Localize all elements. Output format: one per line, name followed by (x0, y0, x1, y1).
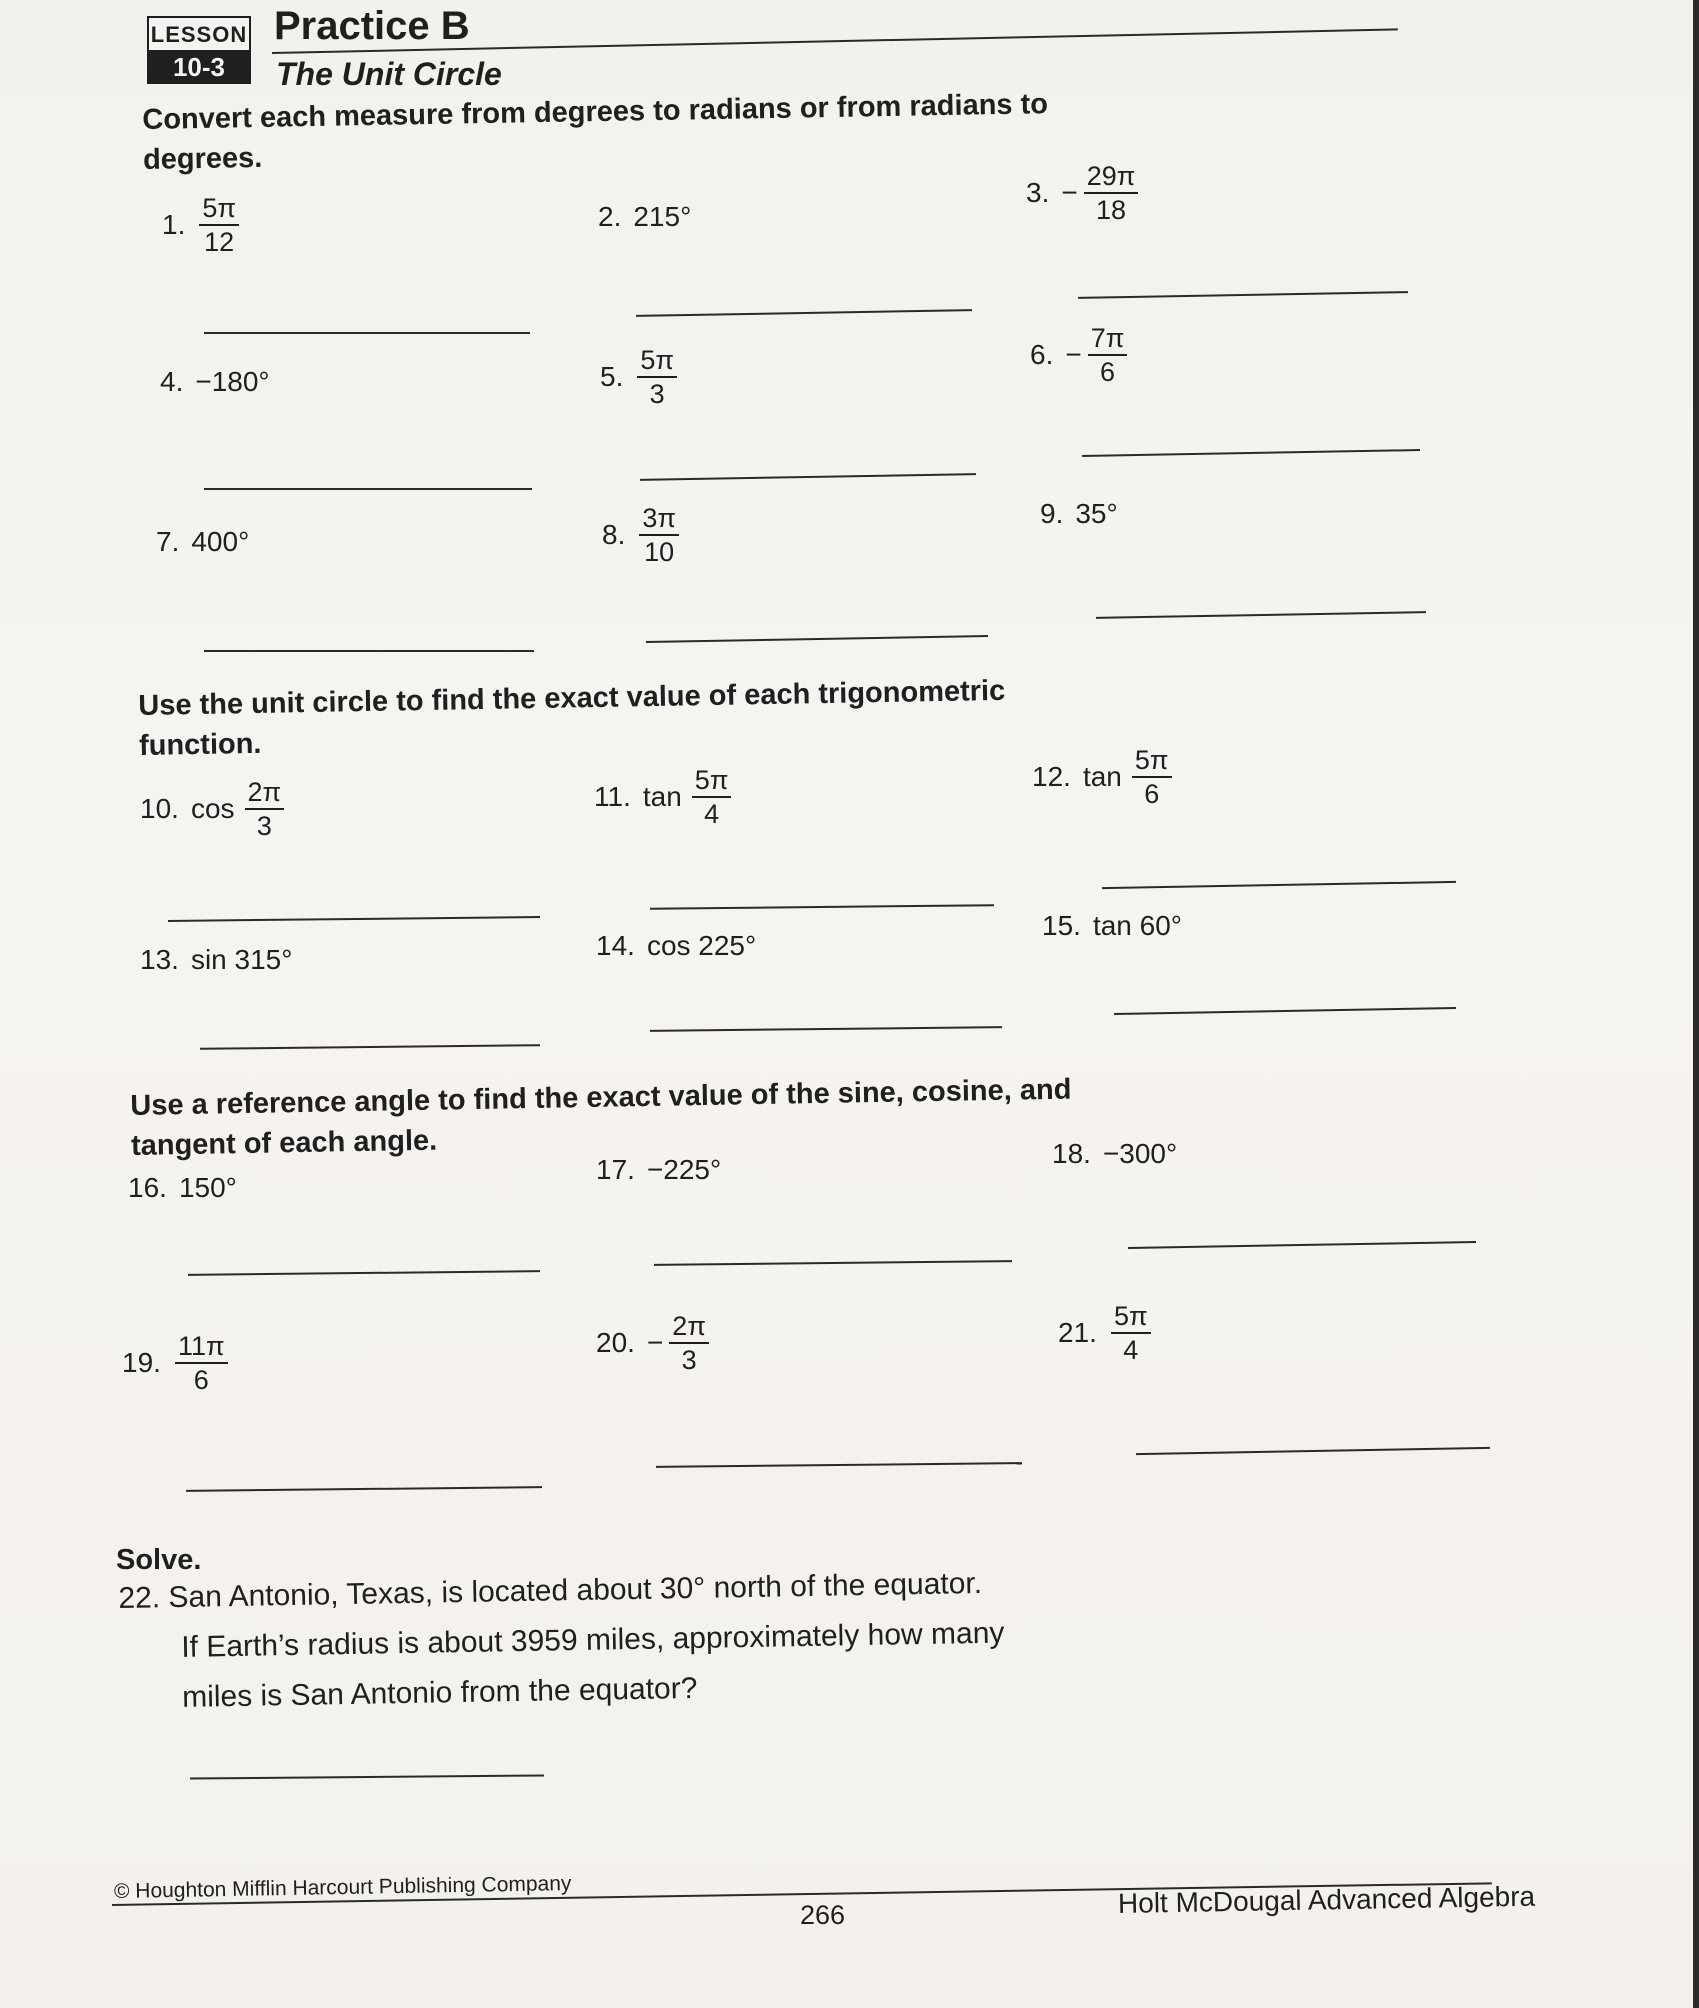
problem-10 (140, 776, 284, 842)
problem-11 (594, 764, 731, 830)
denominator: 6 (193, 1365, 209, 1395)
fraction (175, 1330, 228, 1396)
problem-number: 3. (1026, 177, 1050, 208)
problem-expression: 400° (191, 526, 250, 557)
lesson-number: 10-3 (147, 50, 251, 84)
denominator: 3 (681, 1345, 697, 1375)
numerator: 2π (245, 776, 285, 810)
answer-blank-1[interactable] (204, 332, 530, 334)
problem-expression: 215° (633, 201, 692, 232)
problem-6 (1030, 322, 1127, 388)
problem-9 (1040, 498, 1118, 530)
denominator: 10 (644, 537, 675, 567)
problem-12 (1032, 744, 1172, 810)
problem-expression: −225° (646, 1154, 722, 1185)
section3-instruction-line1: Use a reference angle to find the exact value of the sine, cosine, and (130, 1073, 1072, 1122)
numerator: 5π (637, 344, 677, 378)
problem-number: 16. (128, 1172, 167, 1203)
word-problem-line2: If Earth’s radius is about 3959 miles, approximately how many (181, 1616, 1005, 1664)
fraction (245, 776, 285, 842)
fraction (1111, 1300, 1151, 1366)
problem-number: 8. (602, 519, 626, 550)
problem-number: 20. (596, 1327, 635, 1358)
problem-number: 1. (162, 209, 186, 240)
denominator: 3 (649, 379, 665, 409)
numerator: 7π (1088, 322, 1128, 356)
trig-function: tan (642, 781, 682, 812)
word-problem-22 (118, 1559, 1006, 1724)
section2-instruction (138, 671, 1006, 766)
problem-2 (598, 201, 691, 233)
trig-function: tan (1082, 761, 1122, 792)
problem-7 (156, 526, 249, 558)
answer-blank-4[interactable] (204, 488, 532, 490)
problem-13 (140, 944, 292, 976)
trig-function: cos (190, 793, 235, 824)
book-title: Holt McDougal Advanced Algebra (1117, 1880, 1536, 1919)
problem-number: 21. (1058, 1317, 1097, 1348)
solve-heading: Solve. (116, 1544, 202, 1576)
section2-instruction-line2: function. (138, 727, 262, 762)
denominator: 6 (1144, 779, 1160, 809)
problem-5 (600, 344, 677, 410)
section3-instruction-line2: tangent of each angle. (130, 1124, 438, 1162)
problem-15 (1042, 910, 1182, 942)
denominator: 4 (1123, 1335, 1139, 1365)
problem-number: 10. (140, 793, 179, 824)
numerator: 29π (1084, 160, 1139, 194)
fraction (199, 192, 239, 258)
problem-expression: −180° (195, 366, 270, 397)
problem-3 (1026, 160, 1138, 226)
problem-number: 18. (1052, 1138, 1091, 1169)
negative-sign: − (646, 1327, 664, 1358)
problem-expression: 35° (1075, 498, 1118, 529)
negative-sign: − (1061, 177, 1078, 208)
denominator: 4 (704, 799, 720, 829)
problem-number: 13. (140, 944, 179, 975)
numerator: 11π (175, 1330, 228, 1364)
problem-expression: tan 60° (1092, 910, 1182, 941)
problem-14 (596, 930, 756, 962)
problem-number: 15. (1042, 910, 1081, 941)
section2-instruction-line1: Use the unit circle to find the exact value of each trigonometric (138, 674, 1006, 722)
problem-number: 9. (1040, 498, 1064, 529)
problem-number: 2. (598, 201, 622, 232)
fraction (1088, 322, 1128, 388)
numerator: 3π (639, 502, 679, 536)
problem-18 (1052, 1138, 1177, 1170)
page-subtitle: The Unit Circle (276, 56, 502, 92)
negative-sign: − (1065, 339, 1082, 370)
problem-number: 14. (596, 930, 635, 961)
fraction (637, 344, 677, 410)
word-problem-text: San Antonio, Texas, is located about 30° north of the equator. (168, 1566, 983, 1615)
problem-4 (160, 366, 270, 398)
fraction (669, 1310, 709, 1376)
fraction (1084, 160, 1139, 226)
problem-8 (602, 502, 679, 568)
section1-instruction (142, 84, 1049, 180)
problem-number: 6. (1030, 339, 1054, 370)
problem-expression: cos 225° (646, 930, 757, 961)
page-edge (1693, 0, 1699, 2008)
problem-1 (162, 192, 239, 258)
fraction (639, 502, 679, 568)
denominator: 18 (1096, 195, 1127, 225)
page-title: Practice B (274, 4, 470, 48)
numerator: 5π (692, 764, 732, 798)
lesson-label: LESSON (147, 16, 251, 54)
denominator: 6 (1100, 357, 1116, 387)
problem-16 (128, 1172, 237, 1204)
problem-number: 17. (596, 1154, 635, 1185)
word-problem-line3: miles is San Antonio from the equator? (181, 1671, 698, 1714)
section1-instruction-line1: Convert each measure from degrees to radians or from radians to (142, 88, 1049, 136)
fraction (1132, 744, 1172, 810)
numerator: 5π (1132, 744, 1172, 778)
fraction (692, 764, 732, 830)
problem-21 (1058, 1300, 1151, 1366)
page-number: 266 (800, 1900, 846, 1930)
section1-instruction-line2: degrees. (142, 141, 263, 176)
problem-19 (122, 1330, 228, 1396)
answer-blank-7[interactable] (204, 650, 534, 652)
problem-number: 11. (594, 781, 631, 812)
copyright: © Houghton Mifflin Harcourt Publishing Company (113, 1872, 572, 1903)
numerator: 5π (1111, 1300, 1151, 1334)
problem-number: 12. (1032, 761, 1071, 792)
numerator: 5π (199, 192, 239, 226)
numerator: 2π (669, 1310, 709, 1344)
denominator: 3 (256, 811, 272, 841)
problem-expression: sin 315° (190, 944, 293, 975)
problem-expression: 150° (178, 1172, 237, 1203)
problem-number: 19. (122, 1347, 161, 1378)
problem-number: 4. (160, 366, 184, 397)
denominator: 12 (204, 227, 235, 257)
section3-instruction (130, 1070, 1072, 1166)
problem-number: 22. (118, 1581, 161, 1615)
problem-number: 5. (600, 361, 624, 392)
problem-expression: −300° (1102, 1138, 1178, 1169)
problem-number: 7. (156, 526, 180, 557)
problem-17 (596, 1154, 721, 1186)
problem-20 (596, 1310, 709, 1376)
